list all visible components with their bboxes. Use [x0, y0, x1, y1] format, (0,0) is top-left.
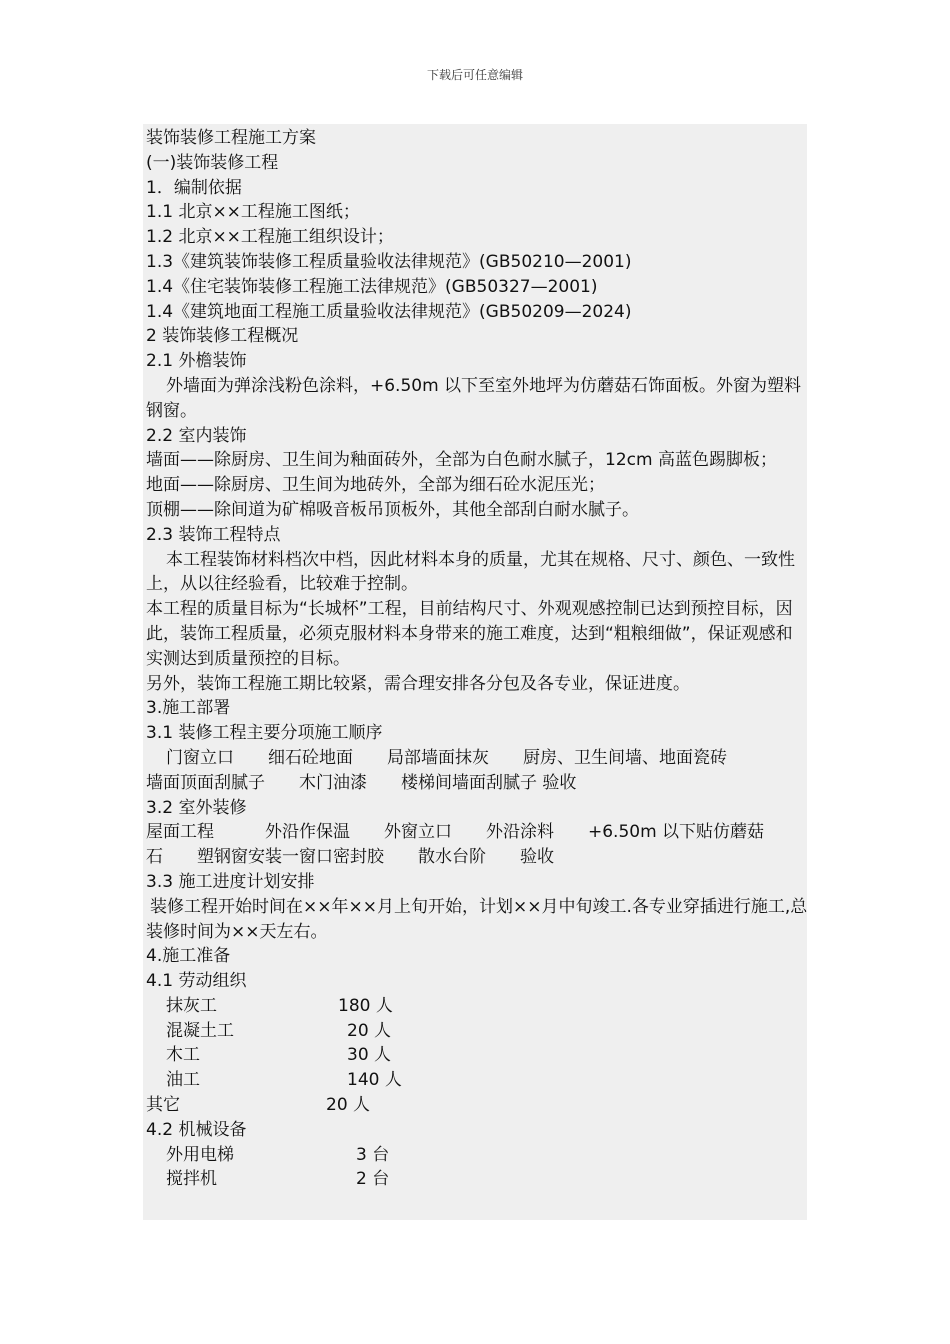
equipment-row	[146, 1167, 808, 1192]
labor-name: 混凝土工	[166, 1020, 234, 1041]
sequence-3-1b: 墙面顶面刮腻子 木门油漆 楼梯间墙面刮腻子 验收	[146, 772, 577, 793]
paragraph-3-3: 装修工程开始时间在××年××月上旬开始，计划××月中旬竣工.各专业穿插进行施工,总装修时间为××天左右。	[146, 896, 808, 942]
labor-row	[146, 1093, 808, 1118]
item-1-4a: 1.4《住宅装饰装修工程施工法律规范》(GB50327—2001)	[146, 276, 598, 297]
equipment-count: 2 台	[356, 1169, 390, 1190]
heading-3-1: 3.1 装修工程主要分项施工顺序	[146, 723, 383, 744]
heading-4: 4.施工准备	[146, 946, 231, 967]
document-body	[146, 126, 808, 1192]
item-1-4b: 1.4《建筑地面工程施工质量验收法律规范》(GB50209—2024)	[146, 301, 632, 322]
heading-1: 1．编制依据	[146, 177, 242, 198]
section-heading: (一)装饰装修工程	[146, 152, 279, 173]
paragraph-2-2a: 墙面——除厨房、卫生间为釉面砖外，全部为白色耐水腻子，12cm 高蓝色踢脚板；	[146, 450, 777, 471]
labor-count: 20 人	[326, 1095, 371, 1116]
heading-2-2: 2.2 室内装饰	[146, 425, 247, 446]
labor-row	[146, 1068, 808, 1093]
labor-count: 140 人	[347, 1070, 402, 1091]
heading-4-2: 4.2 机械设备	[146, 1119, 247, 1140]
item-1-3: 1.3《建筑装饰装修工程质量验收法律规范》(GB50210—2001)	[146, 251, 632, 272]
labor-row	[146, 994, 808, 1019]
labor-count: 20 人	[347, 1020, 392, 1041]
heading-2-3: 2.3 装饰工程特点	[146, 524, 281, 545]
heading-2-1: 2.1 外檐装饰	[146, 351, 247, 372]
labor-row	[146, 1043, 808, 1068]
labor-count: 180 人	[338, 995, 393, 1016]
heading-4-1: 4.1 劳动组织	[146, 971, 247, 992]
heading-2: 2 装饰装修工程概况	[146, 326, 299, 347]
sequence-3-2a: 屋面工程 外沿作保温 外窗立口 外沿涂料 +6.50m 以下贴仿蘑菇	[146, 822, 765, 843]
heading-3: 3.施工部署	[146, 698, 231, 719]
equipment-count: 3 台	[356, 1144, 390, 1165]
heading-3-2: 3.2 室外装修	[146, 797, 247, 818]
paragraph-2-2c: 顶棚——除间道为矿棉吸音板吊顶板外，其他全部刮白耐水腻子。	[146, 499, 639, 520]
paragraph-2-1: 外墙面为弹涂浅粉色涂料，+6.50m 以下至室外地坪为仿蘑菇石饰面板。外窗为塑料钢窗。	[146, 375, 802, 421]
item-1-1: 1.1 北京××工程施工图纸；	[146, 202, 360, 223]
labor-name: 抹灰工	[166, 995, 217, 1016]
labor-name: 木工	[166, 1045, 200, 1066]
sequence-3-2b: 石 塑钢窗安装一窗口密封胶 散水台阶 验收	[146, 847, 554, 868]
document-title: 装饰装修工程施工方案	[146, 128, 316, 148]
paragraph-2-3c: 另外，装饰工程施工期比较紧，需合理安排各分包及各专业，保证进度。	[146, 673, 690, 694]
paragraph-2-3a: 本工程装饰材料档次中档，因此材料本身的质量，尤其在规格、尺寸、颜色、一致性上，从以往经验看，比较难于控制。	[146, 549, 795, 595]
paragraph-2-2b: 地面——除厨房、卫生间为地砖外，全部为细石砼水泥压光；	[146, 475, 605, 496]
page-header: 下载后可任意编辑	[426, 68, 523, 82]
labor-count: 30 人	[347, 1045, 392, 1066]
heading-3-3: 3.3 施工进度计划安排	[146, 871, 315, 892]
labor-row	[146, 1019, 808, 1044]
labor-name: 油工	[166, 1070, 200, 1091]
equipment-row	[146, 1143, 808, 1168]
equipment-name: 外用电梯	[166, 1144, 234, 1165]
sequence-3-1a: 门窗立口 细石砼地面 局部墙面抹灰 厨房、卫生间墙、地面瓷砖	[166, 747, 727, 768]
labor-name: 其它	[146, 1095, 180, 1116]
equipment-name: 搅拌机	[166, 1169, 217, 1190]
item-1-2: 1.2 北京××工程施工组织设计；	[146, 227, 394, 248]
paragraph-2-3b: 本工程的质量目标为“长城杯”工程，目前结构尺寸、外观观感控制已达到预控目标，因此，装饰工程质量，必须克服材料本身带来的施工难度，达到“粗粮细做”，保证观感和实测达到质量预控的目标。	[146, 599, 793, 669]
